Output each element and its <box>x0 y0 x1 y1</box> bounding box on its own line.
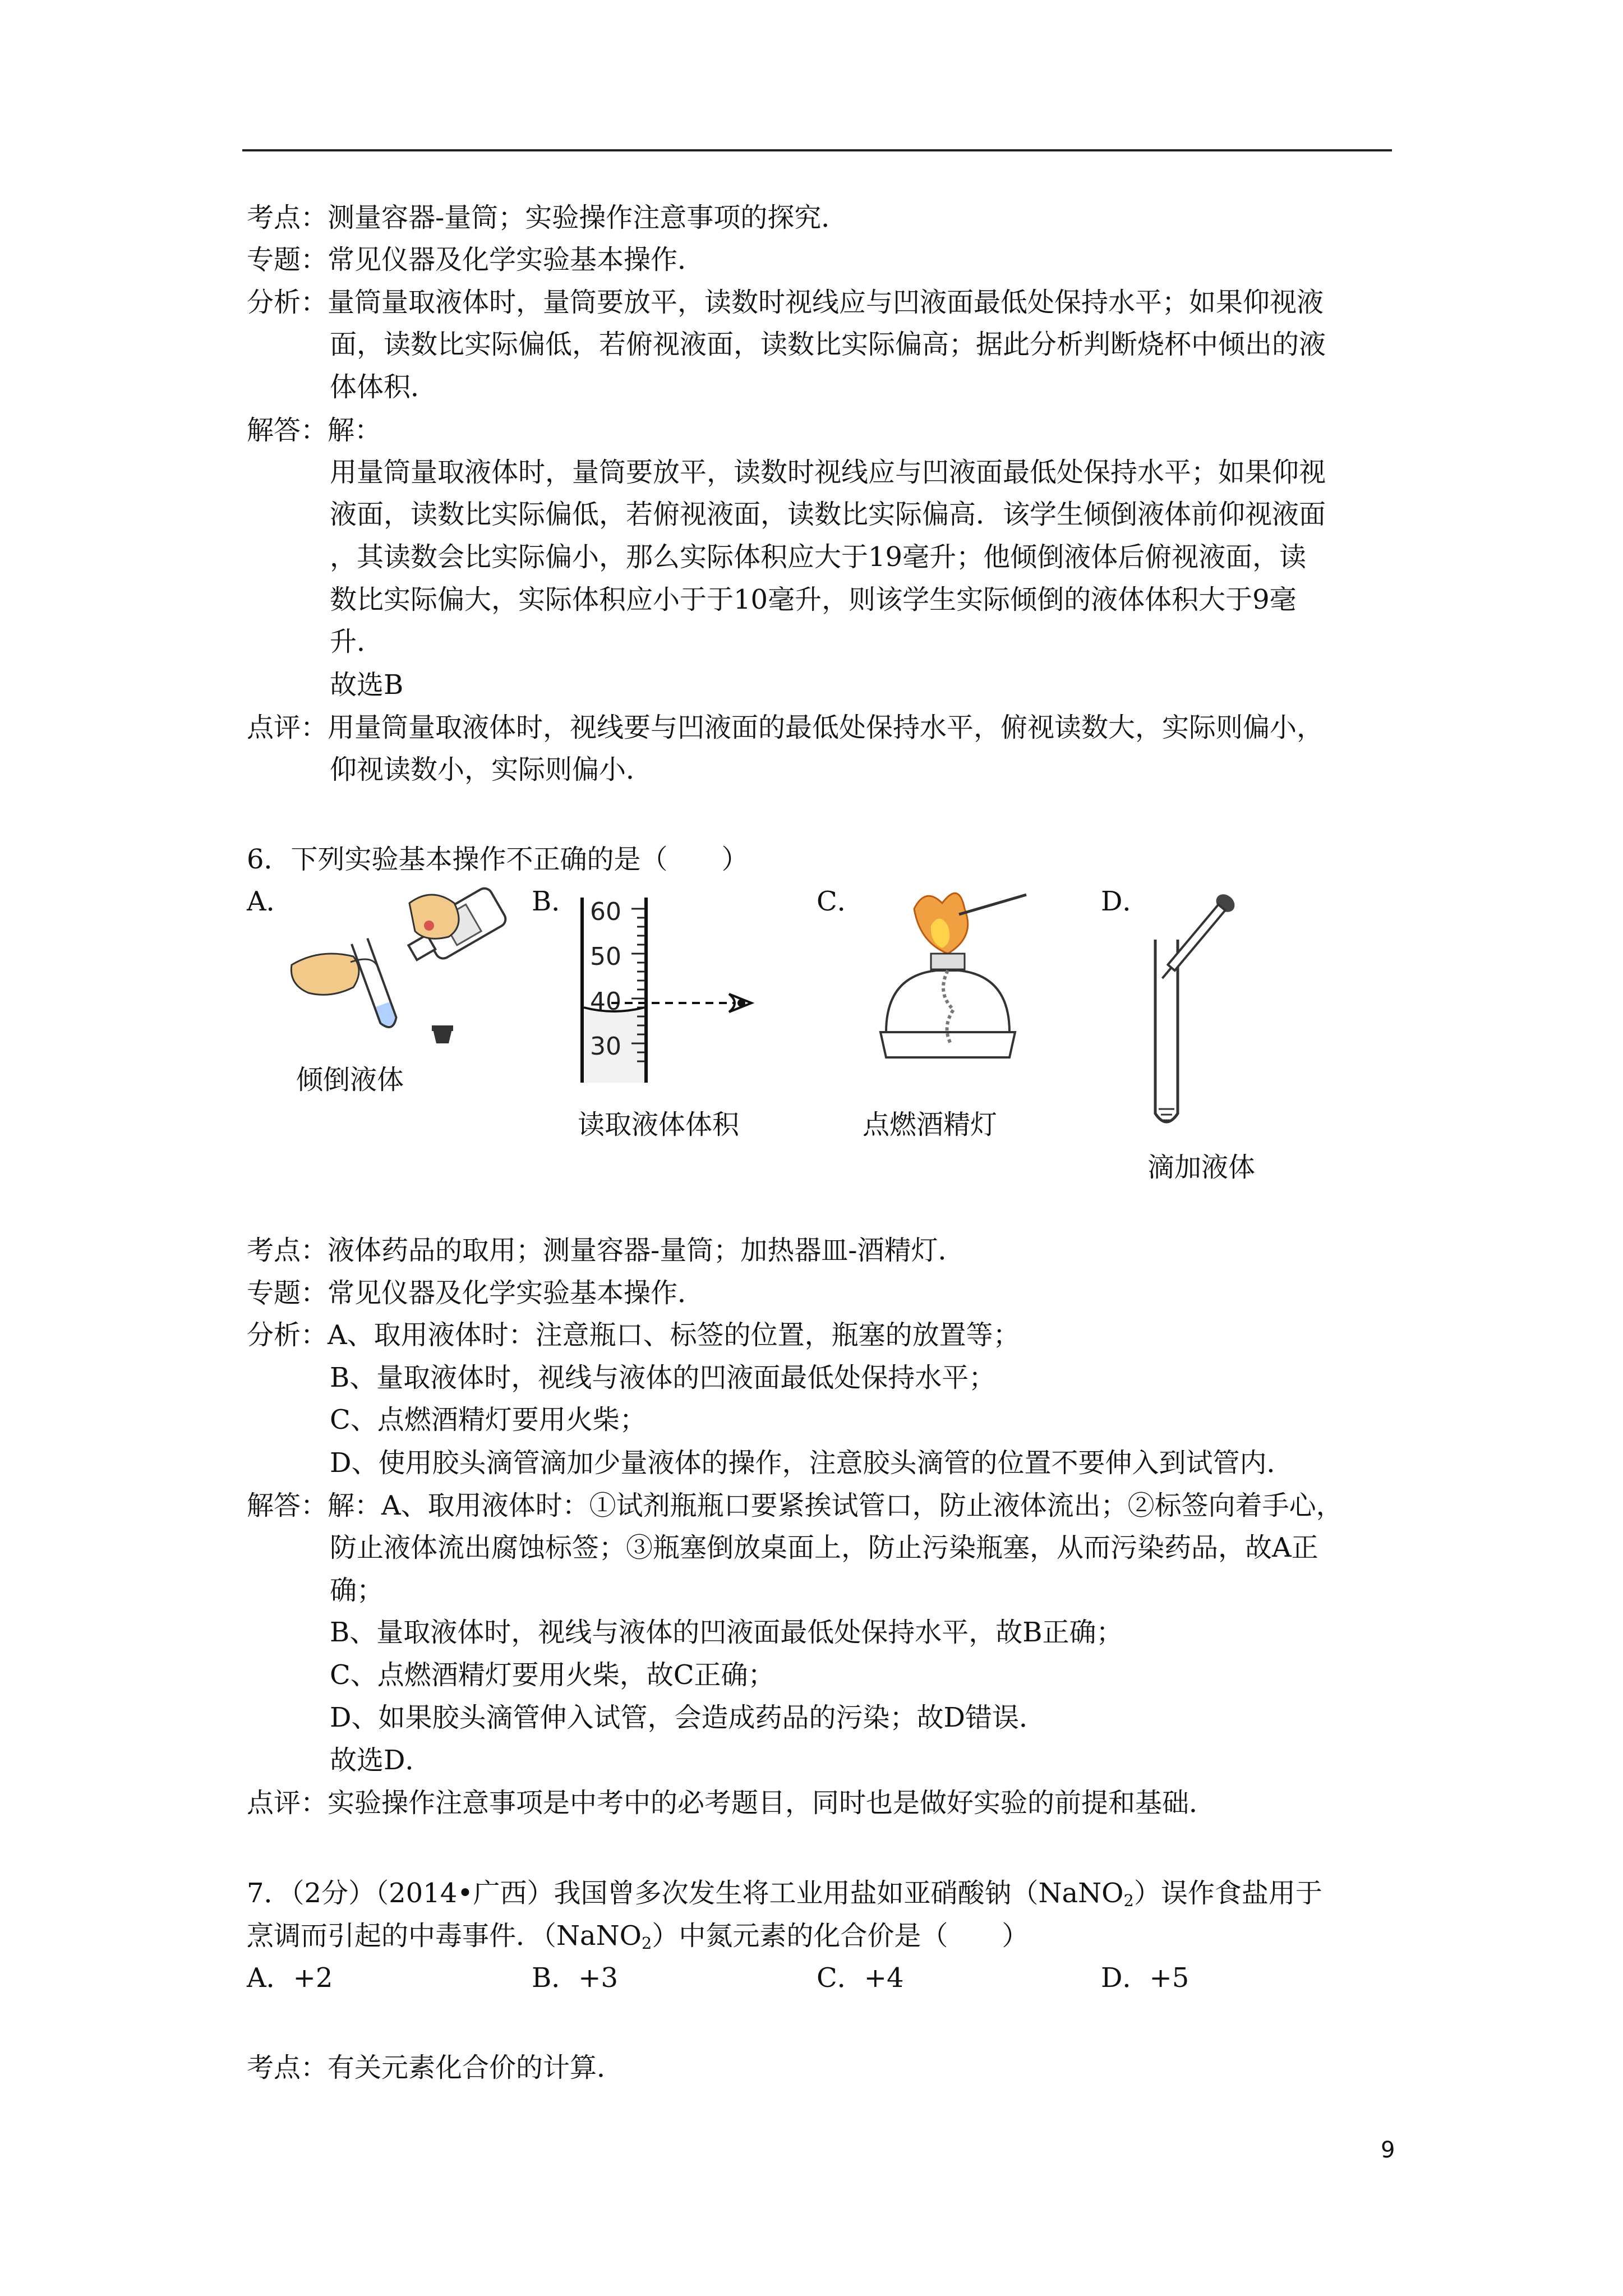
q6-jieda-line: 确； <box>330 1575 384 1606</box>
option-c-letter: C． <box>817 886 864 917</box>
jieda-line: 升． <box>330 626 384 657</box>
q6-fenxi-line: B、量取液体时，视线与液体的凹液面最低处保持水平； <box>330 1362 996 1393</box>
dianping-line: 仰视读数小，实际则偏小． <box>330 754 653 785</box>
jieda-line: 用量筒量取液体时，量筒要放平，读数时视线应与凹液面最低处保持水平；如果仰视 <box>330 457 1326 488</box>
q7-option-c: C．+4 <box>817 1962 904 1994</box>
jieda-head: 解答：解： <box>247 415 382 446</box>
q7-stem1-text-b: ）误作食盐用于 <box>1133 1878 1322 1909</box>
question-6-stem: 6．下列实验基本操作不正确的是（ ） <box>247 844 749 875</box>
q7-option-b: B．+3 <box>532 1962 619 1994</box>
jieda-line: 液面，读数比实际偏低，若俯视液面，读数比实际偏高．该学生倾倒液体前仰视液面 <box>330 499 1326 530</box>
option-a-caption: 倾倒液体 <box>296 1064 404 1096</box>
q7-option-d: D．+5 <box>1101 1962 1189 1994</box>
q6-fenxi-line: D、使用胶头滴管滴加少量液体的操作，注意胶头滴管的位置不要伸入到试管内． <box>330 1447 1294 1479</box>
q6-jieda-line: 故选D． <box>330 1745 432 1776</box>
option-b-caption: 读取液体体积 <box>578 1109 740 1140</box>
q7-stem2-text-b: ）中氮元素的化合价是（ ） <box>652 1920 1029 1952</box>
q6-jieda-head: 解答：解：A、取用液体时：①试剂瓶瓶口要紧挨试管口，防止液体流出；②标签向着手心， <box>247 1490 1343 1521</box>
q6-zhuanti: 专题：常见仪器及化学实验基本操作． <box>247 1277 705 1309</box>
cylinder-tick-30: 30 <box>590 1032 621 1061</box>
q7-option-a: A．+2 <box>247 1962 333 1994</box>
dianping-line: 点评：用量筒量取液体时，视线要与凹液面的最低处保持水平，俯视读数大，实际则偏小， <box>247 712 1324 743</box>
cylinder-tick-40: 40 <box>590 987 621 1016</box>
q6-kaodian: 考点：液体药品的取用；测量容器-量筒；加热器皿-酒精灯． <box>247 1235 965 1266</box>
q6-jieda-line: 防止液体流出腐蚀标签；③瓶塞倒放桌面上，防止污染瓶塞，从而污染药品，故A正 <box>330 1532 1318 1563</box>
page-number: 9 <box>1381 2137 1395 2163</box>
q7-kaodian: 考点：有关元素化合价的计算． <box>247 2052 624 2083</box>
question-7-stem-line2 <box>247 1919 1029 1960</box>
header-rule <box>242 149 1392 151</box>
q7-stem2-subscript: 2 <box>641 1934 652 1953</box>
option-d-caption: 滴加液体 <box>1147 1152 1256 1183</box>
q6-dianping: 点评：实验操作注意事项是中考中的必考题目，同时也是做好实验的前提和基础． <box>247 1787 1216 1819</box>
q6-jieda-line: B、量取液体时，视线与液体的凹液面最低处保持水平，故B正确； <box>330 1617 1123 1648</box>
q6-fenxi-head: 分析：A、取用液体时：注意瓶口、标签的位置，瓶塞的放置等； <box>247 1319 1020 1351</box>
option-d-letter: D． <box>1101 886 1150 917</box>
cylinder-tick-50: 50 <box>590 942 621 971</box>
question-7-stem-line1 <box>247 1876 1322 1917</box>
jieda-line: 故选B <box>330 669 404 701</box>
q6-fenxi-line: C、点燃酒精灯要用火柴； <box>330 1404 647 1435</box>
dropper-test-tube-figure <box>1144 889 1256 1136</box>
jieda-line: 数比实际偏大，实际体积应小于于10毫升，则该学生实际倾倒的液体体积大于9毫 <box>330 584 1297 615</box>
q7-stem1-subscript: 2 <box>1123 1891 1134 1911</box>
fenxi-line: 体体积． <box>330 371 438 403</box>
q6-jieda-line: D、如果胶头滴管伸入试管，会造成药品的污染；故D错误． <box>330 1702 1046 1733</box>
option-c-caption: 点燃酒精灯 <box>863 1109 998 1140</box>
q7-stem2-text-a: 烹调而引起的中毒事件．（NaNO <box>247 1920 642 1952</box>
alcohol-lamp-figure <box>864 892 1043 1083</box>
fenxi-line: 分析：量筒量取液体时，量筒要放平，读数时视线应与凹液面最低处保持水平；如果仰视液 <box>247 287 1324 318</box>
q6-jieda-line: C、点燃酒精灯要用火柴，故C正确； <box>330 1659 775 1691</box>
graduated-cylinder-figure <box>578 898 768 1083</box>
q7-stem1-text-a: 7．（2分）（2014•广西）我国曾多次发生将工业用盐如亚硝酸钠（NaNO <box>247 1878 1124 1909</box>
zhuanti-line: 专题：常见仪器及化学实验基本操作． <box>247 244 705 275</box>
kaodian-line: 考点：测量容器-量筒；实验操作注意事项的探究． <box>247 202 849 233</box>
jieda-line: ，其读数会比实际偏小，那么实际体积应大于19毫升；他倾倒液体后俯视液面，读 <box>330 541 1307 573</box>
cylinder-tick-60: 60 <box>590 898 621 926</box>
fenxi-line: 面，读数比实际偏低，若俯视液面，读数比实际偏高；据此分析判断烧杯中倾出的液 <box>330 329 1326 360</box>
pouring-liquid-figure <box>286 886 522 1060</box>
option-b-letter: B． <box>532 886 579 917</box>
option-a-letter: A． <box>247 886 293 917</box>
